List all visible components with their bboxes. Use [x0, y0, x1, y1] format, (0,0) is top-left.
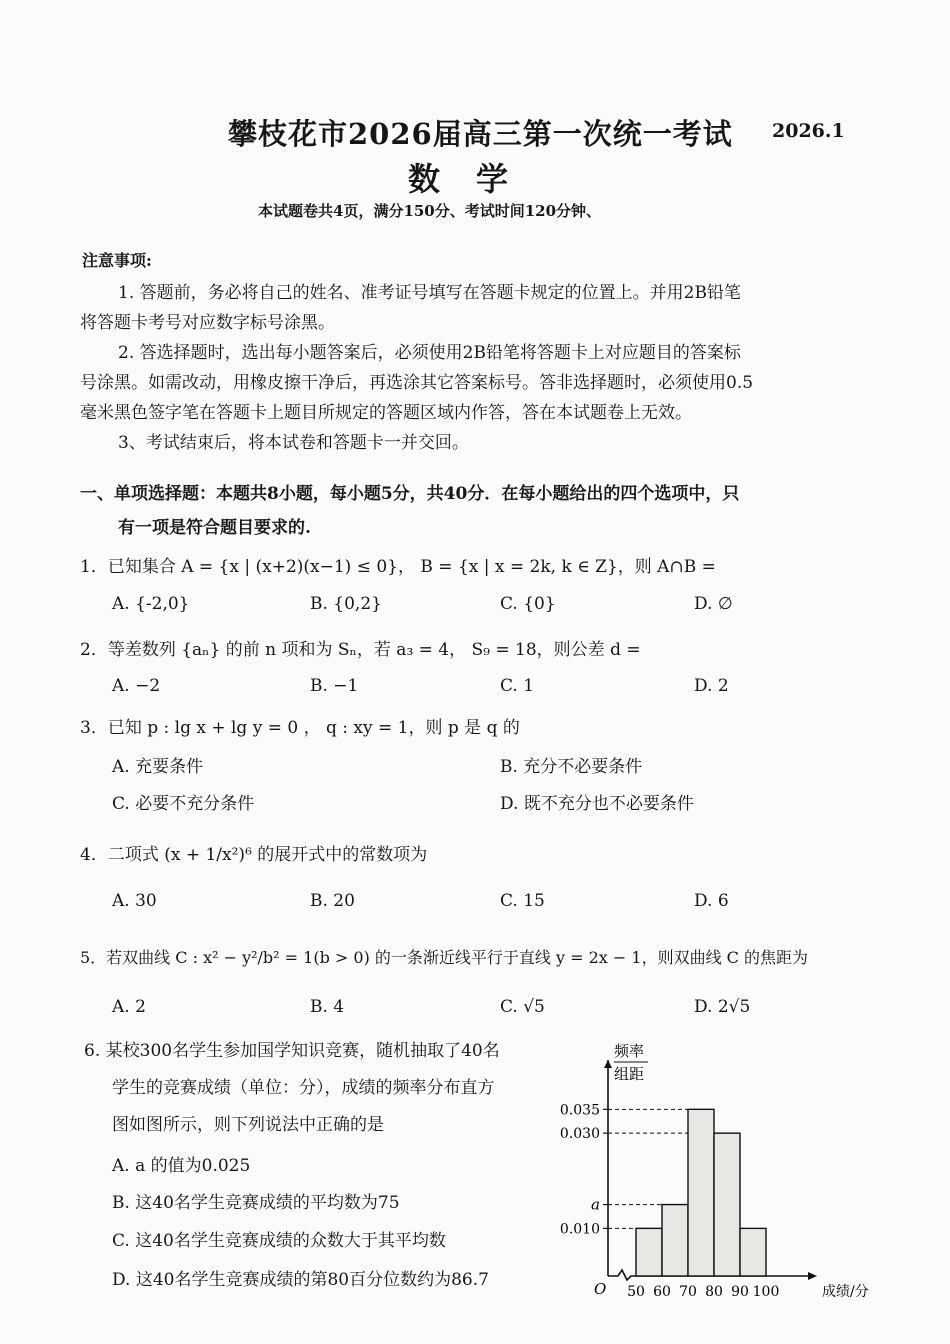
question-2-option-a: A. −2 [112, 676, 161, 696]
question-6-stem-line-2: 学生的竞赛成绩（单位：分），成绩的频率分布直方 [112, 1078, 495, 1098]
histogram-bar-3 [688, 1109, 714, 1276]
section-1-heading-cont: 有一项是符合题目要求的. [118, 518, 311, 538]
origin-label: O [594, 1280, 607, 1298]
question-4-option-a: A. 30 [112, 891, 157, 911]
question-4-option-b: B. 20 [310, 891, 355, 911]
question-6-stem-line-3: 图如图所示，则下列说法中正确的是 [112, 1115, 384, 1135]
question-1-option-d: D. ∅ [694, 594, 733, 614]
question-4-stem: 4．二项式 (x + 1/x²)⁶ 的展开式中的常数项为 [80, 845, 428, 865]
histogram-bar-1 [636, 1228, 662, 1276]
y-tick-label-1: 0.035 [559, 1102, 600, 1119]
x-tick-label-50: 50 [627, 1284, 645, 1300]
notice-item-2-line-3: 毫米黑色签字笔在答题卡上题目所规定的答题区域内作答，答在本试题卷上无效。 [80, 403, 692, 423]
x-tick-label-60: 60 [653, 1284, 671, 1300]
question-2-stem: 2．等差数列 {aₙ} 的前 n 项和为 Sₙ，若 a₃ = 4， S₉ = 18，则公差 d = [80, 640, 641, 660]
exam-date: 2026.1 [772, 120, 845, 142]
y-axis-arrow [604, 1060, 612, 1068]
x-axis-arrow [808, 1272, 817, 1280]
question-3-option-a: A. 充要条件 [112, 757, 204, 777]
question-3-option-b: B. 充分不必要条件 [500, 757, 643, 777]
question-6-stem-line-1: 6. 某校300名学生参加国学知识竞赛，随机抽取了40名 [84, 1041, 500, 1061]
question-2-option-d: D. 2 [694, 676, 729, 696]
x-tick-label-100: 100 [752, 1284, 780, 1300]
y-tick-label-4: 0.010 [559, 1221, 600, 1238]
frequency-histogram [540, 1040, 870, 1300]
question-5-option-c: C. √5 [500, 997, 545, 1017]
y-axis-label-bottom: 组距 [614, 1065, 645, 1083]
question-6-option-b: B. 这40名学生竞赛成绩的平均数为75 [112, 1193, 400, 1213]
question-5-option-b: B. 4 [310, 997, 345, 1017]
question-1-option-c: C. {0} [500, 594, 556, 614]
notice-item-1-line-1: 1. 答题前，务必将自己的姓名、准考证号填写在答题卡规定的位置上。并用2B铅笔 [118, 283, 741, 303]
y-axis-label-top: 频率 [614, 1042, 645, 1060]
exam-subtitle: 本试题卷共4页，满分150分、考试时间120分钟、 [258, 202, 602, 220]
histogram-bar-4 [714, 1133, 740, 1276]
question-5-option-a: A. 2 [112, 997, 146, 1017]
x-axis-label: 成绩/分 [822, 1284, 869, 1300]
histogram-bar-5 [740, 1228, 766, 1276]
x-tick-label-70: 70 [679, 1284, 697, 1300]
question-3-option-c: C. 必要不充分条件 [112, 794, 255, 814]
x-tick-label-80: 80 [705, 1284, 723, 1300]
notice-item-3: 3、考试结束后，将本试卷和答题卡一并交回。 [118, 433, 469, 453]
question-5-stem: 5．若双曲线 C : x² − y²/b² = 1(b > 0) 的一条渐近线平行于直线 y = 2x − 1，则双曲线 C 的焦距为 [80, 948, 808, 967]
question-1-option-a: A. {-2,0} [112, 594, 190, 614]
question-2-option-c: C. 1 [500, 676, 535, 696]
notice-item-1-line-2: 将答题卡考号对应数字标号涂黑。 [80, 313, 335, 333]
question-2-option-b: B. −1 [310, 676, 359, 696]
x-tick-label-90: 90 [731, 1284, 749, 1300]
question-3-stem: 3．已知 p : lg x + lg y = 0 ， q : xy = 1，则 p 是 q 的 [80, 718, 520, 738]
histogram-bar-2 [662, 1205, 688, 1276]
y-tick-label-2: 0.030 [559, 1126, 600, 1143]
question-4-option-c: C. 15 [500, 891, 545, 911]
question-6-option-d: D. 这40名学生竞赛成绩的第80百分位数约为86.7 [112, 1270, 489, 1290]
notice-item-2-line-1: 2. 答选择题时，选出每小题答案后，必须使用2B铅笔将答题卡上对应题目的答案标 [118, 343, 741, 363]
question-3-option-d: D. 既不充分也不必要条件 [500, 794, 694, 814]
question-6-option-c: C. 这40名学生竞赛成绩的众数大于其平均数 [112, 1231, 446, 1251]
exam-title: 攀枝花市2026届高三第一次统一考试 [228, 117, 733, 151]
question-6-option-a: A. a 的值为0.025 [112, 1156, 251, 1176]
notice-heading: 注意事项: [82, 251, 152, 270]
section-1-heading: 一、单项选择题：本题共8小题，每小题5分，共40分．在每小题给出的四个选项中，只 [80, 484, 740, 504]
question-1-option-b: B. {0,2} [310, 594, 382, 614]
question-1-stem: 1．已知集合 A = {x | (x+2)(x−1) ≤ 0}， B = {x | x = 2k, k ∈ Z}，则 A∩B = [80, 557, 716, 577]
notice-item-2-line-2: 号涂黑。如需改动，用橡皮擦干净后，再选涂其它答案标号。答非选择题时，必须使用0.5 [80, 373, 754, 393]
question-5-option-d: D. 2√5 [694, 997, 751, 1017]
y-tick-label-3: a [591, 1195, 600, 1214]
question-4-option-d: D. 6 [694, 891, 729, 911]
subject-title: 数学 [408, 160, 545, 198]
